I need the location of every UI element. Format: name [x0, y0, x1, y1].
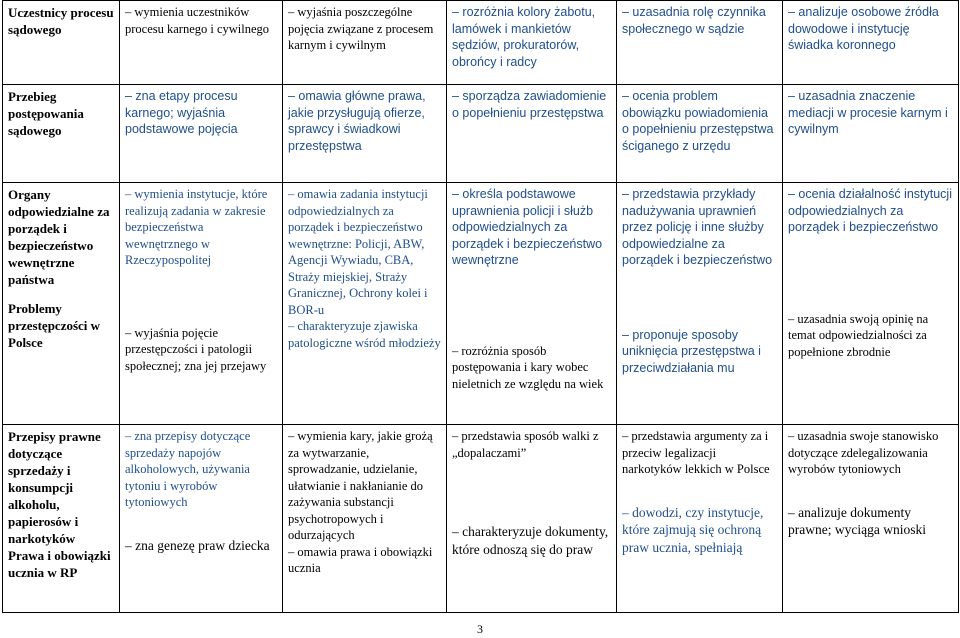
topic-label: Przepisy prawne dotyczące sprzedaży i konsumpcji alkoholu, papierosów i narkotyków — [8, 429, 101, 546]
requirement-cell — [283, 183, 447, 425]
requirement-text: – przedstawia przykłady nadużywania uprawnień przez policję i inne służby odpowiedzialne za porządek i bezpieczeństwo — [622, 187, 773, 267]
topic-cell — [3, 425, 120, 613]
requirement-text: – dowodzi, czy instytucje, które zajmują się ochroną praw ucznia, spełniają — [622, 504, 764, 555]
requirement-text: – uzasadnia swoją opinię na temat odpowiedzialności za popełnione zbrodnie — [788, 311, 929, 359]
table-row — [3, 183, 959, 425]
requirement-cell — [617, 183, 783, 425]
requirement-cell — [783, 425, 959, 613]
requirement-cell — [120, 183, 283, 425]
requirement-text: – wyjaśnia pojęcie przestępczości i patologii społecznej; zna jej przejawy — [125, 325, 267, 373]
requirement-text: – analizuje dokumenty prawne; wyciąga wnioski — [788, 504, 926, 537]
requirement-text: – omawia prawa i obowiązki ucznia — [288, 544, 433, 575]
requirement-cell — [447, 183, 617, 425]
requirement-text: – uzasadnia swoje stanowisko dotyczące zdelegalizowania wyrobów tytoniowych — [788, 429, 939, 476]
requirement-cell: – wymienia uczestników procesu karnego i cywilnego — [120, 1, 283, 85]
topic-cell — [3, 183, 120, 425]
requirement-cell: – uzasadnia rolę czynnika społecznego w sądzie — [617, 1, 783, 85]
requirement-cell — [447, 425, 617, 613]
topic-label: Problemy przestępczości w Polsce — [8, 301, 101, 350]
page-number: 3 — [477, 622, 483, 636]
requirement-cell: – omawia główne prawa, jakie przysługują ofierze, sprawcy i świadkowi przestępstwa — [283, 85, 447, 183]
requirement-text: – rozróżnia sposób postępowania i kary wobec nieletnich ze względu na wiek — [452, 343, 604, 391]
requirement-cell — [783, 183, 959, 425]
requirement-text: – wymienia instytucje, które realizują zadania w zakresie bezpieczeństwa wewnętrznego w Rzeczypospolitej — [125, 187, 268, 267]
requirement-cell: – ocenia problem obowiązku powiadomienia o popełnieniu przestępstwa ściganego z urzędu — [617, 85, 783, 183]
requirement-text: – ocenia działalność instytucji odpowiedzialnych za porządek i bezpieczeństwo — [788, 187, 952, 234]
curriculum-table — [2, 0, 959, 613]
requirement-cell — [617, 425, 783, 613]
requirement-cell: – rozróżnia kolory żabotu, lamówek i mankietów sędziów, prokuratorów, obrońcy i radcy — [447, 1, 617, 85]
topic-label: Organy odpowiedzialne za porządek i bezpieczeństwo wewnętrzne państwa — [8, 187, 110, 287]
requirement-cell — [283, 425, 447, 613]
topic-label: Prawa i obowiązki ucznia w RP — [8, 548, 111, 580]
requirement-cell — [120, 425, 283, 613]
requirement-text: – charakteryzuje zjawiska patologiczne wśród młodzieży — [288, 319, 441, 350]
table-row — [3, 85, 959, 183]
requirement-text: – proponuje sposoby uniknięcia przestępstwa i przeciwdziałania mu — [622, 327, 761, 375]
requirement-text: – omawia zadania instytucji odpowiedzialnych za porządek i bezpieczeństwo wewnętrzne: Policji, ABW, Agencji Wywiadu, CBA, Straży miejskiej, Straży Granicznej, Ochrony kolei i BOR-u — [288, 187, 428, 317]
table-row — [3, 1, 959, 85]
requirement-text: – zna przepisy dotyczące sprzedaży napojów alkoholowych, używania tytoniu i wyrobów tytoniowych — [125, 429, 251, 509]
requirement-cell: – zna etapy procesu karnego; wyjaśnia podstawowe pojęcia — [120, 85, 283, 183]
topic-cell: Przebieg postępowania sądowego — [3, 85, 120, 183]
requirement-text: – zna genezę praw dziecka — [125, 537, 270, 553]
requirement-cell: – analizuje osobowe źródła dowodowe i instytucję świadka koronnego — [783, 1, 959, 85]
requirement-text: – przedstawia argumenty za i przeciw legalizacji narkotyków lekkich w Polsce — [622, 429, 770, 476]
table-row — [3, 425, 959, 613]
requirement-cell: – wyjaśnia poszczególne pojęcia związane z procesem karnym i cywilnym — [283, 1, 447, 85]
requirement-text: – wymienia kary, jakie grożą za wytwarzanie, sprowadzanie, udzielanie, ułatwianie i nakłanianie do zażywania substancji psychotropowych i odurzających — [288, 429, 433, 542]
requirement-cell: – uzasadnia znaczenie mediacji w procesie karnym i cywilnym — [783, 85, 959, 183]
topic-cell: Uczestnicy procesu sądowego — [3, 1, 120, 85]
requirement-cell: – sporządza zawiadomienie o popełnieniu przestępstwa — [447, 85, 617, 183]
requirement-text: – określa podstawowe uprawnienia policji i służb odpowiedzialnych za porządek i bezpieczeństwo wewnętrzne — [452, 187, 603, 267]
requirement-text: – przedstawia sposób walki z „dopalaczami” — [452, 429, 599, 460]
requirement-text: – charakteryzuje dokumenty, które odnoszą się do praw — [452, 524, 609, 557]
